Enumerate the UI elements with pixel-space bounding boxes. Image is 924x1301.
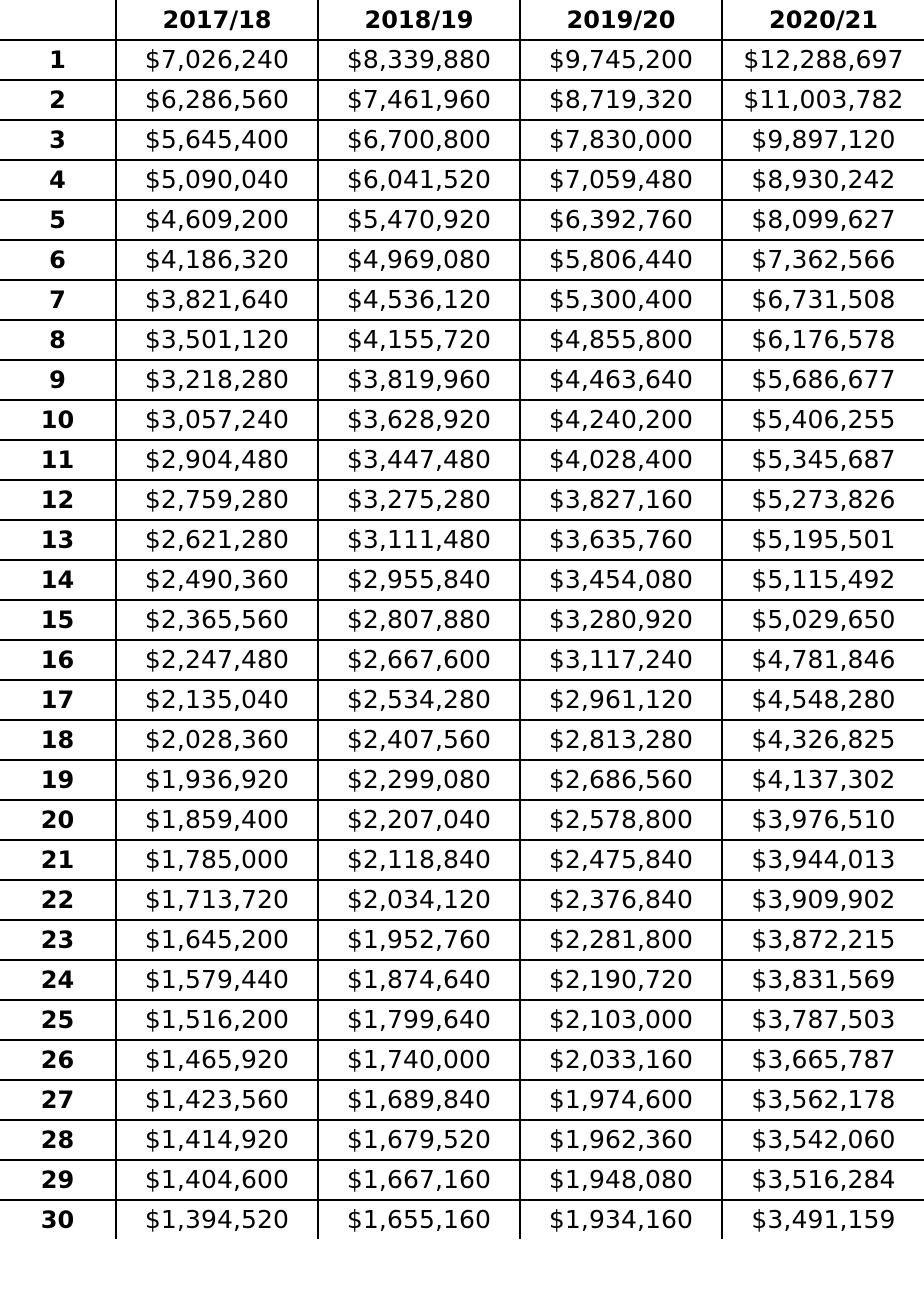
salary-cell-2020-21: $3,665,787 bbox=[722, 1040, 924, 1080]
salary-cell-2017-18: $1,404,600 bbox=[116, 1160, 318, 1200]
salary-cell-2019-20: $2,961,120 bbox=[520, 680, 722, 720]
table-row bbox=[0, 840, 924, 880]
table-row bbox=[0, 680, 924, 720]
pick-number-cell: 20 bbox=[0, 800, 116, 840]
pick-number-cell: 19 bbox=[0, 760, 116, 800]
salary-cell-2020-21: $3,831,569 bbox=[722, 960, 924, 1000]
salary-cell-2019-20: $9,745,200 bbox=[520, 40, 722, 80]
salary-cell-2019-20: $2,578,800 bbox=[520, 800, 722, 840]
table-row bbox=[0, 360, 924, 400]
salary-cell-2019-20: $3,827,160 bbox=[520, 480, 722, 520]
table-row bbox=[0, 1200, 924, 1239]
salary-cell-2020-21: $5,406,255 bbox=[722, 400, 924, 440]
salary-cell-2017-18: $4,186,320 bbox=[116, 240, 318, 280]
salary-cell-2018-19: $3,275,280 bbox=[318, 480, 520, 520]
table-row bbox=[0, 720, 924, 760]
salary-cell-2020-21: $11,003,782 bbox=[722, 80, 924, 120]
salary-cell-2018-19: $2,407,560 bbox=[318, 720, 520, 760]
salary-cell-2018-19: $7,461,960 bbox=[318, 80, 520, 120]
salary-cell-2018-19: $2,534,280 bbox=[318, 680, 520, 720]
table-row bbox=[0, 320, 924, 360]
salary-cell-2017-18: $1,936,920 bbox=[116, 760, 318, 800]
salary-cell-2019-20: $3,117,240 bbox=[520, 640, 722, 680]
salary-cell-2018-19: $6,700,800 bbox=[318, 120, 520, 160]
pick-number-cell: 2 bbox=[0, 80, 116, 120]
salary-cell-2019-20: $2,033,160 bbox=[520, 1040, 722, 1080]
table-row bbox=[0, 960, 924, 1000]
salary-cell-2019-20: $4,028,400 bbox=[520, 440, 722, 480]
salary-cell-2017-18: $1,414,920 bbox=[116, 1120, 318, 1160]
column-header-2020-21: 2020/21 bbox=[722, 0, 924, 40]
salary-cell-2018-19: $4,155,720 bbox=[318, 320, 520, 360]
table-row bbox=[0, 1080, 924, 1120]
salary-cell-2020-21: $9,897,120 bbox=[722, 120, 924, 160]
salary-cell-2020-21: $3,787,503 bbox=[722, 1000, 924, 1040]
salary-cell-2020-21: $3,562,178 bbox=[722, 1080, 924, 1120]
salary-cell-2018-19: $2,807,880 bbox=[318, 600, 520, 640]
salary-cell-2019-20: $5,806,440 bbox=[520, 240, 722, 280]
table-row bbox=[0, 240, 924, 280]
salary-cell-2017-18: $5,090,040 bbox=[116, 160, 318, 200]
pick-number-cell: 24 bbox=[0, 960, 116, 1000]
pick-number-cell: 26 bbox=[0, 1040, 116, 1080]
salary-cell-2019-20: $1,974,600 bbox=[520, 1080, 722, 1120]
salary-cell-2019-20: $7,830,000 bbox=[520, 120, 722, 160]
pick-number-cell: 29 bbox=[0, 1160, 116, 1200]
salary-cell-2019-20: $2,190,720 bbox=[520, 960, 722, 1000]
table-row bbox=[0, 1000, 924, 1040]
salary-cell-2019-20: $8,719,320 bbox=[520, 80, 722, 120]
salary-cell-2019-20: $2,475,840 bbox=[520, 840, 722, 880]
salary-cell-2020-21: $5,115,492 bbox=[722, 560, 924, 600]
salary-cell-2020-21: $3,944,013 bbox=[722, 840, 924, 880]
salary-cell-2020-21: $6,176,578 bbox=[722, 320, 924, 360]
salary-cell-2018-19: $8,339,880 bbox=[318, 40, 520, 80]
table-row bbox=[0, 440, 924, 480]
header-row bbox=[0, 0, 924, 40]
salary-cell-2020-21: $5,029,650 bbox=[722, 600, 924, 640]
salary-cell-2017-18: $2,490,360 bbox=[116, 560, 318, 600]
pick-number-cell: 7 bbox=[0, 280, 116, 320]
column-header-2019-20: 2019/20 bbox=[520, 0, 722, 40]
salary-cell-2020-21: $3,542,060 bbox=[722, 1120, 924, 1160]
salary-cell-2019-20: $1,962,360 bbox=[520, 1120, 722, 1160]
salary-cell-2017-18: $2,621,280 bbox=[116, 520, 318, 560]
table-row bbox=[0, 40, 924, 80]
salary-cell-2020-21: $8,930,242 bbox=[722, 160, 924, 200]
salary-cell-2020-21: $8,099,627 bbox=[722, 200, 924, 240]
table-row bbox=[0, 560, 924, 600]
table-row bbox=[0, 1040, 924, 1080]
salary-cell-2018-19: $1,655,160 bbox=[318, 1200, 520, 1239]
salary-cell-2020-21: $5,195,501 bbox=[722, 520, 924, 560]
pick-number-cell: 15 bbox=[0, 600, 116, 640]
salary-cell-2019-20: $3,635,760 bbox=[520, 520, 722, 560]
salary-cell-2019-20: $3,454,080 bbox=[520, 560, 722, 600]
salary-cell-2018-19: $6,041,520 bbox=[318, 160, 520, 200]
salary-cell-2019-20: $2,281,800 bbox=[520, 920, 722, 960]
salary-cell-2018-19: $1,874,640 bbox=[318, 960, 520, 1000]
salary-cell-2020-21: $4,326,825 bbox=[722, 720, 924, 760]
salary-cell-2020-21: $4,781,846 bbox=[722, 640, 924, 680]
table-row bbox=[0, 640, 924, 680]
column-header-2017-18: 2017/18 bbox=[116, 0, 318, 40]
salary-cell-2018-19: $3,111,480 bbox=[318, 520, 520, 560]
pick-number-cell: 22 bbox=[0, 880, 116, 920]
salary-cell-2018-19: $1,689,840 bbox=[318, 1080, 520, 1120]
salary-cell-2020-21: $7,362,566 bbox=[722, 240, 924, 280]
salary-cell-2019-20: $4,240,200 bbox=[520, 400, 722, 440]
salary-cell-2019-20: $3,280,920 bbox=[520, 600, 722, 640]
pick-number-cell: 17 bbox=[0, 680, 116, 720]
salary-cell-2020-21: $3,872,215 bbox=[722, 920, 924, 960]
table-row bbox=[0, 160, 924, 200]
salary-cell-2018-19: $5,470,920 bbox=[318, 200, 520, 240]
pick-number-cell: 18 bbox=[0, 720, 116, 760]
salary-cell-2018-19: $1,952,760 bbox=[318, 920, 520, 960]
table-row bbox=[0, 520, 924, 560]
salary-cell-2018-19: $3,447,480 bbox=[318, 440, 520, 480]
salary-cell-2017-18: $2,028,360 bbox=[116, 720, 318, 760]
salary-cell-2018-19: $2,118,840 bbox=[318, 840, 520, 880]
pick-number-cell: 16 bbox=[0, 640, 116, 680]
salary-cell-2019-20: $1,934,160 bbox=[520, 1200, 722, 1239]
salary-cell-2020-21: $3,976,510 bbox=[722, 800, 924, 840]
table-row bbox=[0, 880, 924, 920]
salary-cell-2017-18: $2,759,280 bbox=[116, 480, 318, 520]
table-row bbox=[0, 480, 924, 520]
column-header-2018-19: 2018/19 bbox=[318, 0, 520, 40]
table-row bbox=[0, 920, 924, 960]
pick-number-cell: 1 bbox=[0, 40, 116, 80]
salary-cell-2019-20: $4,463,640 bbox=[520, 360, 722, 400]
pick-number-cell: 10 bbox=[0, 400, 116, 440]
salary-cell-2017-18: $4,609,200 bbox=[116, 200, 318, 240]
table-row bbox=[0, 120, 924, 160]
salary-cell-2017-18: $3,821,640 bbox=[116, 280, 318, 320]
pick-number-cell: 8 bbox=[0, 320, 116, 360]
table-row bbox=[0, 800, 924, 840]
pick-number-cell: 30 bbox=[0, 1200, 116, 1239]
salary-cell-2017-18: $1,579,440 bbox=[116, 960, 318, 1000]
salary-cell-2017-18: $1,423,560 bbox=[116, 1080, 318, 1120]
salary-cell-2017-18: $2,135,040 bbox=[116, 680, 318, 720]
salary-cell-2019-20: $1,948,080 bbox=[520, 1160, 722, 1200]
table-row bbox=[0, 280, 924, 320]
pick-number-cell: 27 bbox=[0, 1080, 116, 1120]
salary-cell-2018-19: $1,799,640 bbox=[318, 1000, 520, 1040]
salary-cell-2017-18: $2,365,560 bbox=[116, 600, 318, 640]
salary-cell-2017-18: $1,859,400 bbox=[116, 800, 318, 840]
pick-number-cell: 28 bbox=[0, 1120, 116, 1160]
salary-cell-2020-21: $5,273,826 bbox=[722, 480, 924, 520]
pick-number-cell: 5 bbox=[0, 200, 116, 240]
salary-cell-2018-19: $2,034,120 bbox=[318, 880, 520, 920]
salary-cell-2019-20: $2,813,280 bbox=[520, 720, 722, 760]
salary-cell-2020-21: $5,345,687 bbox=[722, 440, 924, 480]
salary-cell-2017-18: $2,904,480 bbox=[116, 440, 318, 480]
salary-cell-2018-19: $2,299,080 bbox=[318, 760, 520, 800]
salary-cell-2018-19: $1,667,160 bbox=[318, 1160, 520, 1200]
pick-number-cell: 3 bbox=[0, 120, 116, 160]
table-row bbox=[0, 80, 924, 120]
salary-cell-2017-18: $3,057,240 bbox=[116, 400, 318, 440]
salary-cell-2018-19: $1,740,000 bbox=[318, 1040, 520, 1080]
salary-cell-2020-21: $3,491,159 bbox=[722, 1200, 924, 1239]
salary-cell-2017-18: $6,286,560 bbox=[116, 80, 318, 120]
salary-cell-2017-18: $3,218,280 bbox=[116, 360, 318, 400]
salary-cell-2018-19: $3,628,920 bbox=[318, 400, 520, 440]
table-row bbox=[0, 400, 924, 440]
table-row bbox=[0, 600, 924, 640]
salary-cell-2018-19: $2,955,840 bbox=[318, 560, 520, 600]
pick-number-cell: 14 bbox=[0, 560, 116, 600]
salary-cell-2020-21: $3,909,902 bbox=[722, 880, 924, 920]
salary-cell-2018-19: $2,207,040 bbox=[318, 800, 520, 840]
salary-cell-2019-20: $2,376,840 bbox=[520, 880, 722, 920]
salary-cell-2018-19: $4,536,120 bbox=[318, 280, 520, 320]
salary-cell-2017-18: $1,516,200 bbox=[116, 1000, 318, 1040]
salary-cell-2019-20: $2,103,000 bbox=[520, 1000, 722, 1040]
salary-cell-2019-20: $5,300,400 bbox=[520, 280, 722, 320]
table-row bbox=[0, 1160, 924, 1200]
salary-cell-2020-21: $6,731,508 bbox=[722, 280, 924, 320]
salary-cell-2017-18: $1,394,520 bbox=[116, 1200, 318, 1239]
salary-cell-2018-19: $4,969,080 bbox=[318, 240, 520, 280]
pick-number-cell: 21 bbox=[0, 840, 116, 880]
salary-cell-2019-20: $7,059,480 bbox=[520, 160, 722, 200]
salary-cell-2017-18: $1,785,000 bbox=[116, 840, 318, 880]
pick-number-cell: 23 bbox=[0, 920, 116, 960]
salary-cell-2019-20: $6,392,760 bbox=[520, 200, 722, 240]
pick-number-cell: 6 bbox=[0, 240, 116, 280]
pick-number-cell: 12 bbox=[0, 480, 116, 520]
salary-cell-2017-18: $5,645,400 bbox=[116, 120, 318, 160]
salary-cell-2020-21: $12,288,697 bbox=[722, 40, 924, 80]
salary-cell-2020-21: $4,548,280 bbox=[722, 680, 924, 720]
salary-cell-2017-18: $1,465,920 bbox=[116, 1040, 318, 1080]
pick-number-cell: 4 bbox=[0, 160, 116, 200]
salary-cell-2019-20: $4,855,800 bbox=[520, 320, 722, 360]
salary-cell-2017-18: $3,501,120 bbox=[116, 320, 318, 360]
pick-number-cell: 11 bbox=[0, 440, 116, 480]
salary-cell-2018-19: $1,679,520 bbox=[318, 1120, 520, 1160]
salary-cell-2017-18: $1,713,720 bbox=[116, 880, 318, 920]
pick-number-cell: 25 bbox=[0, 1000, 116, 1040]
salary-cell-2017-18: $2,247,480 bbox=[116, 640, 318, 680]
salary-cell-2020-21: $4,137,302 bbox=[722, 760, 924, 800]
salary-cell-2017-18: $1,645,200 bbox=[116, 920, 318, 960]
salary-cell-2020-21: $5,686,677 bbox=[722, 360, 924, 400]
salary-cell-2018-19: $2,667,600 bbox=[318, 640, 520, 680]
table-row bbox=[0, 200, 924, 240]
table-row bbox=[0, 760, 924, 800]
salary-cell-2019-20: $2,686,560 bbox=[520, 760, 722, 800]
table-row bbox=[0, 1120, 924, 1160]
salary-cell-2017-18: $7,026,240 bbox=[116, 40, 318, 80]
salary-cell-2020-21: $3,516,284 bbox=[722, 1160, 924, 1200]
corner-cell bbox=[0, 0, 116, 40]
pick-number-cell: 13 bbox=[0, 520, 116, 560]
salary-cell-2018-19: $3,819,960 bbox=[318, 360, 520, 400]
pick-number-cell: 9 bbox=[0, 360, 116, 400]
